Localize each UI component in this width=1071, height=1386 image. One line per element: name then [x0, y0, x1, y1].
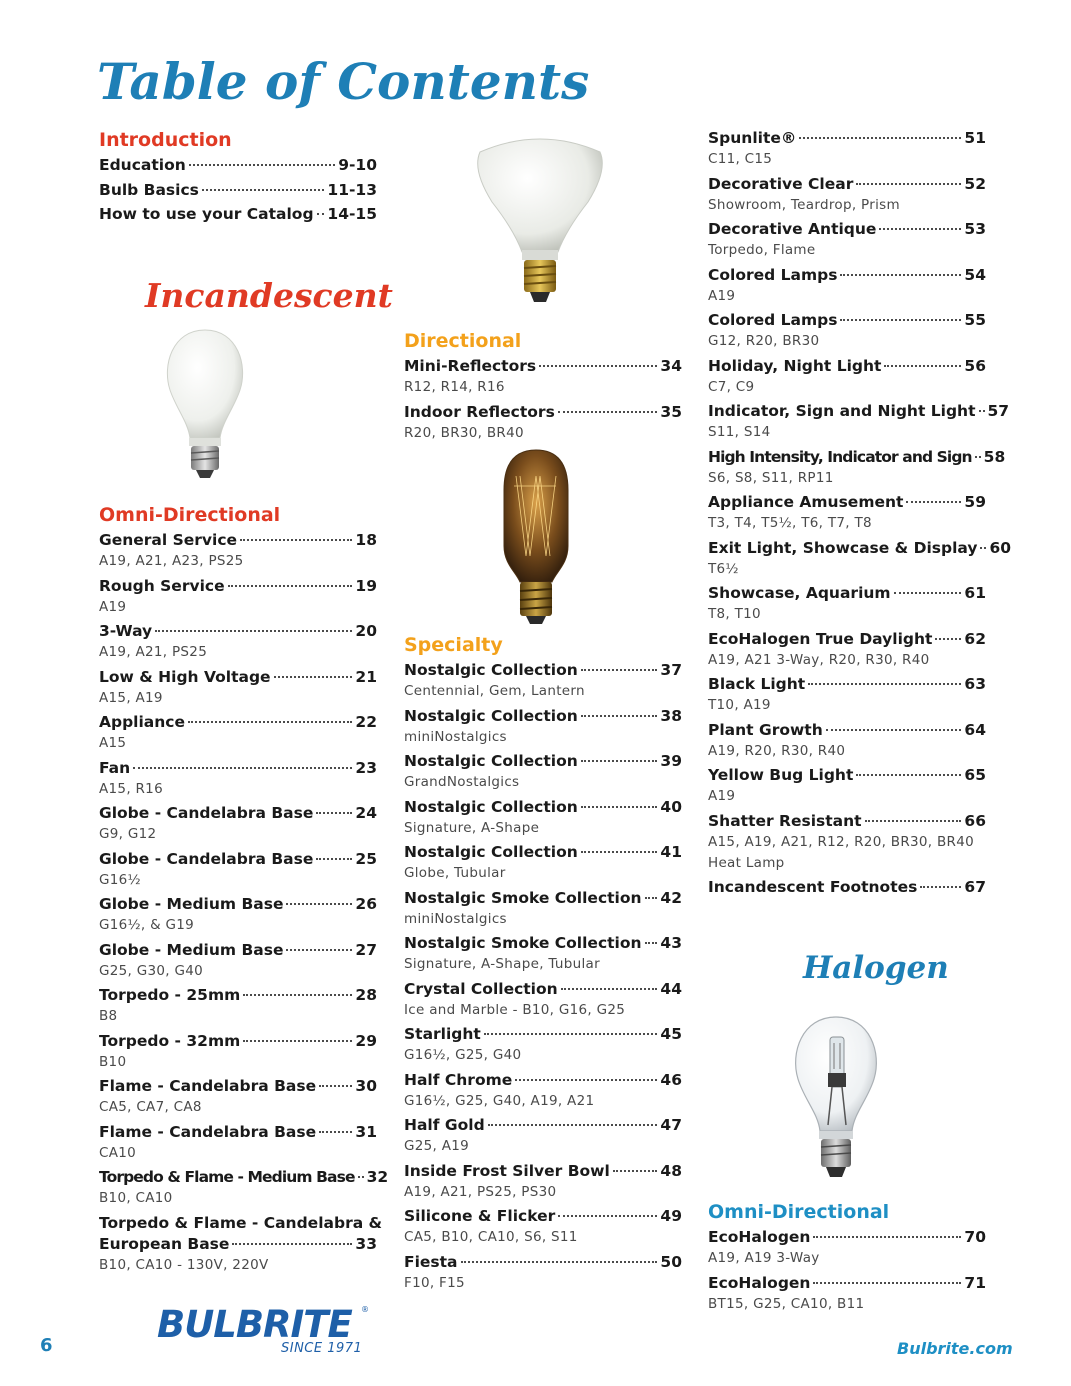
leader-dots	[813, 1282, 961, 1284]
entry-page: 30	[355, 1077, 377, 1095]
entry-page: 11-13	[327, 181, 377, 199]
entry-title: Globe - Medium Base	[99, 940, 284, 959]
entry-title: Shatter Resistant	[708, 811, 862, 830]
leader-dots	[317, 213, 325, 215]
halogen-bulb-icon	[788, 1013, 884, 1185]
entry-page: 14-15	[327, 205, 377, 223]
leader-dots	[980, 547, 986, 549]
entry-subtitle: B10, CA10	[99, 1190, 173, 1206]
entry-subtitle: miniNostalgics	[404, 728, 507, 745]
toc-entry[interactable]	[708, 1274, 986, 1316]
leader-dots	[240, 539, 352, 541]
toc-entry[interactable]	[708, 1228, 986, 1270]
leader-dots	[884, 365, 961, 367]
entry-subtitle: Signature, A-Shape	[404, 819, 540, 836]
entry-page: 27	[355, 940, 377, 959]
entry-page: 60	[989, 538, 1012, 557]
entry-subtitle: A15	[99, 735, 127, 751]
toc-entry[interactable]	[708, 357, 986, 399]
leader-dots	[188, 721, 352, 723]
entry-title: Low & High Voltage	[99, 667, 271, 686]
entry-subtitle: G9, G12	[99, 826, 157, 842]
leader-dots	[461, 1261, 658, 1263]
entry-page: 66	[964, 811, 986, 830]
entry-title: Appliance Amusement	[708, 493, 904, 511]
entry-page: 45	[660, 1025, 682, 1043]
leader-dots	[813, 1236, 961, 1238]
entry-title: Showcase, Aquarium	[708, 584, 891, 602]
section-heading-specialty: Specialty	[404, 634, 503, 656]
entry-page: 21	[355, 667, 377, 686]
leader-dots	[799, 137, 961, 139]
entry-page: 31	[355, 1122, 377, 1141]
entry-subtitle: CA5, B10, CA10, S6, S11	[404, 1229, 578, 1245]
entry-subtitle: T3, T4, T5½, T6, T7, T8	[708, 515, 872, 531]
halogen-heading: Halogen	[803, 950, 949, 986]
leader-dots	[155, 630, 352, 632]
toc-entry[interactable]	[404, 1116, 682, 1158]
entry-page: 65	[964, 766, 986, 784]
toc-entry[interactable]	[708, 493, 986, 535]
toc-entry[interactable]	[708, 878, 986, 899]
entry-subtitle: Ice and Marble - B10, G16, G25	[404, 1001, 626, 1018]
toc-entry[interactable]	[99, 941, 377, 983]
entry-title: Inside Frost Silver Bowl	[404, 1161, 610, 1180]
toc-entry[interactable]	[404, 1162, 682, 1204]
leader-dots	[515, 1079, 657, 1081]
leader-dots	[840, 319, 961, 321]
entry-subtitle: T6½	[708, 560, 739, 577]
entry-title: Globe - Candelabra Base	[99, 804, 314, 822]
entry-page: 53	[964, 220, 986, 238]
section-heading-halogen-omni-directional: Omni-Directional	[708, 1201, 890, 1223]
entry-subtitle: A19, R20, R30, R40	[708, 742, 846, 759]
entry-subtitle: B8	[99, 1008, 118, 1024]
entry-page: 28	[355, 986, 377, 1004]
toc-entry[interactable]	[99, 804, 377, 846]
entry-title: Fan	[99, 758, 131, 777]
entry-title: Holiday, Night Light	[708, 356, 882, 375]
toc-entry[interactable]	[404, 752, 682, 794]
entry-title: Bulb Basics	[99, 181, 199, 199]
entry-page: 29	[355, 1031, 377, 1050]
leader-dots	[558, 1215, 657, 1217]
entry-subtitle: B10, CA10 - 130V, 220V	[99, 1256, 269, 1273]
entry-subtitle: B10	[99, 1053, 127, 1070]
toc-entry[interactable]	[99, 577, 377, 619]
entry-title: Decorative Clear	[708, 174, 854, 193]
entry-title: Colored Lamps	[708, 311, 838, 329]
toc-entry[interactable]	[708, 812, 986, 875]
entry-page: 55	[964, 311, 986, 329]
leader-dots	[286, 903, 352, 905]
entry-title: Black Light	[708, 675, 806, 693]
entry-title: Nostalgic Smoke Collection	[404, 888, 642, 907]
entry-title: Nostalgic Smoke Collection	[404, 934, 642, 952]
entry-subtitle: A19, A21 3-Way, R20, R30, R40	[708, 651, 930, 668]
leader-dots	[484, 1033, 658, 1035]
entry-subtitle: S6, S8, S11, RP11	[708, 469, 834, 486]
toc-entry[interactable]	[404, 1253, 682, 1295]
entry-title: Torpedo - 32mm	[99, 1031, 241, 1050]
entry-subtitle: G12, R20, BR30	[708, 333, 820, 349]
entry-title: Colored Lamps	[708, 265, 838, 284]
page-number: 6	[40, 1335, 53, 1356]
entry-subtitle: R20, BR30, BR40	[404, 424, 524, 441]
toc-entry[interactable]	[99, 1032, 377, 1074]
entry-title: Exit Light, Showcase & Display	[708, 538, 978, 557]
toc-entry[interactable]	[99, 759, 377, 801]
entry-subtitle: T8, T10	[708, 606, 761, 622]
toc-entry[interactable]	[404, 661, 682, 703]
entry-page: 18	[355, 531, 377, 549]
entry-subtitle: Centennial, Gem, Lantern	[404, 683, 585, 699]
entry-subtitle: A15, A19	[99, 689, 163, 706]
entry-title: Fiesta	[404, 1252, 458, 1271]
entry-title-line1: Torpedo & Flame - Candelabra &	[99, 1213, 383, 1232]
leader-dots	[856, 183, 961, 185]
entry-subtitle: A19, A21, PS25, PS30	[404, 1183, 557, 1200]
entry-page: 37	[660, 661, 682, 679]
leader-dots	[645, 942, 658, 944]
entry-title: Starlight	[404, 1025, 481, 1043]
entry-subtitle: miniNostalgics	[404, 910, 507, 927]
leader-dots	[243, 994, 352, 996]
entry-title: EcoHalogen	[708, 1273, 811, 1292]
entry-page: 19	[355, 576, 377, 595]
entry-title: How to use your Catalog	[99, 205, 314, 223]
leader-dots	[808, 683, 961, 685]
toc-entry[interactable]	[404, 707, 682, 749]
leader-dots	[865, 820, 962, 822]
toc-entry[interactable]	[99, 895, 377, 937]
entry-title: Nostalgic Collection	[404, 706, 578, 725]
entry-page: 23	[355, 758, 377, 777]
entry-page: 38	[660, 706, 682, 725]
toc-entry[interactable]	[708, 538, 1012, 581]
entry-subtitle: CA5, CA7, CA8	[99, 1099, 202, 1115]
leader-dots	[561, 988, 658, 990]
entry-title: Nostalgic Collection	[404, 752, 578, 770]
leader-dots	[840, 274, 961, 276]
entry-title: 3-Way	[99, 622, 153, 640]
entry-page: 22	[355, 713, 377, 731]
leader-dots	[581, 715, 658, 717]
entry-page: 46	[660, 1070, 682, 1089]
entry-title: Yellow Bug Light	[708, 766, 854, 784]
entry-subtitle: R12, R14, R16	[404, 379, 505, 395]
entry-subtitle: Heat Lamp	[708, 854, 785, 871]
logo-registered-mark: ®	[361, 1305, 369, 1314]
toc-entry[interactable]	[99, 668, 377, 710]
entry-page: 32	[366, 1168, 389, 1186]
leader-dots	[133, 767, 352, 769]
entry-page: 59	[964, 493, 986, 511]
toc-entry[interactable]	[708, 402, 1010, 444]
leader-dots	[856, 774, 961, 776]
toc-entry[interactable]	[99, 1213, 383, 1277]
entry-subtitle: A19, A21, A23, PS25	[99, 553, 244, 569]
toc-entry[interactable]	[708, 220, 986, 262]
entry-page: 61	[964, 584, 986, 602]
section-heading-omni-directional: Omni-Directional	[99, 504, 281, 526]
leader-dots	[286, 949, 352, 951]
entry-page: 71	[964, 1273, 986, 1292]
entry-subtitle: A15, R16	[99, 780, 163, 797]
bulbrite-logo	[157, 1303, 369, 1359]
entry-title: Mini-Reflectors	[404, 357, 537, 375]
toc-entry[interactable]	[404, 1071, 682, 1113]
entry-title: Nostalgic Collection	[404, 661, 578, 679]
toc-entry[interactable]	[99, 156, 377, 177]
entry-subtitle: G16½, & G19	[99, 917, 195, 933]
toc-entry[interactable]	[708, 447, 1006, 490]
entry-page: 62	[964, 629, 986, 648]
entry-page: 54	[964, 265, 986, 284]
toc-entry[interactable]	[99, 1077, 377, 1119]
entry-subtitle: Signature, A-Shape, Tubular	[404, 956, 600, 972]
website-link[interactable]: Bulbrite.com	[897, 1339, 1013, 1358]
entry-title: Torpedo & Flame - Medium Base	[99, 1168, 355, 1186]
entry-title: Torpedo - 25mm	[99, 986, 241, 1004]
leader-dots	[243, 1040, 352, 1042]
section-heading-introduction: Introduction	[99, 129, 232, 151]
leader-dots	[316, 812, 352, 814]
entry-subtitle: Torpedo, Flame	[708, 242, 816, 258]
nostalgic-filament-bulb-icon	[498, 446, 574, 626]
entry-subtitle: F10, F15	[404, 1274, 465, 1291]
entry-subtitle: A19	[708, 788, 736, 804]
entry-title: Globe - Candelabra Base	[99, 849, 314, 868]
toc-entry[interactable]	[99, 1168, 389, 1210]
entry-subtitle: S11, S14	[708, 424, 771, 440]
toc-entry[interactable]	[99, 986, 377, 1028]
toc-entry[interactable]	[708, 584, 986, 626]
entry-page: 64	[964, 720, 986, 739]
leader-dots	[826, 729, 962, 731]
entry-subtitle: A15, A19, A21, R12, R20, BR30, BR40	[708, 833, 974, 850]
page-title: Table of Contents	[97, 52, 590, 111]
entry-title: Spunlite®	[708, 129, 797, 147]
entry-page: 51	[964, 129, 986, 147]
leader-dots	[189, 164, 335, 166]
toc-entry[interactable]	[99, 531, 377, 573]
toc-entry[interactable]	[404, 798, 682, 840]
a19-bulb-icon	[160, 326, 250, 486]
entry-page: 39	[660, 752, 682, 770]
incandescent-heading: Incandescent	[145, 276, 393, 315]
reflector-bulb-icon	[470, 130, 610, 308]
entry-title: Education	[99, 156, 186, 174]
leader-dots	[319, 1131, 352, 1133]
leader-dots	[358, 1176, 364, 1178]
entry-subtitle: A19, A21, PS25	[99, 644, 208, 660]
leader-dots	[975, 456, 981, 458]
entry-title: Flame - Candelabra Base	[99, 1077, 317, 1095]
entry-subtitle: G25, A19	[404, 1138, 470, 1154]
entry-page: 56	[964, 356, 986, 375]
toc-entry[interactable]	[404, 889, 682, 931]
leader-dots	[645, 897, 658, 899]
entry-page: 52	[964, 174, 986, 193]
entry-page: 44	[660, 979, 682, 998]
entry-page: 48	[660, 1161, 682, 1180]
entry-title: EcoHalogen	[708, 1228, 811, 1246]
entry-title: Globe - Medium Base	[99, 895, 284, 913]
entry-title: General Service	[99, 531, 238, 549]
toc-entry[interactable]	[708, 630, 986, 672]
entry-title: Appliance	[99, 713, 186, 731]
entry-page: 40	[660, 797, 682, 816]
entry-title: Nostalgic Collection	[404, 797, 578, 816]
leader-dots	[920, 886, 961, 888]
entry-page: 33	[355, 1234, 377, 1253]
entry-page: 47	[660, 1116, 682, 1134]
leader-dots	[879, 228, 961, 230]
leader-dots	[316, 858, 352, 860]
toc-entry[interactable]	[404, 934, 682, 976]
leader-dots	[488, 1124, 658, 1126]
logo-since: SINCE 1971	[281, 1341, 363, 1356]
entry-subtitle: Globe, Tubular	[404, 865, 506, 881]
entry-page: 43	[660, 934, 682, 952]
entry-title: Rough Service	[99, 576, 225, 595]
toc-entry[interactable]	[99, 622, 377, 664]
toc-entry[interactable]	[708, 129, 986, 171]
leader-dots	[894, 592, 962, 594]
leader-dots	[581, 760, 658, 762]
leader-dots	[232, 1243, 352, 1245]
entry-title: European Base	[99, 1234, 230, 1253]
entry-page: 34	[660, 357, 682, 375]
entry-title: Crystal Collection	[404, 979, 558, 998]
entry-subtitle: GrandNostalgics	[404, 774, 520, 790]
leader-dots	[228, 585, 353, 587]
entry-subtitle: Showroom, Teardrop, Prism	[708, 196, 900, 213]
leader-dots	[581, 669, 658, 671]
entry-title: Incandescent Footnotes	[708, 878, 918, 896]
toc-entry[interactable]	[708, 175, 986, 217]
toc-entry[interactable]	[404, 1207, 682, 1249]
toc-entry[interactable]	[708, 766, 986, 808]
entry-page: 50	[660, 1252, 682, 1271]
entry-title: EcoHalogen True Daylight	[708, 629, 933, 648]
entry-page: 57	[987, 402, 1010, 420]
toc-entry[interactable]	[99, 181, 377, 202]
entry-title: Half Chrome	[404, 1070, 513, 1089]
entry-title: Silicone & Flicker	[404, 1207, 556, 1225]
leader-dots	[558, 411, 658, 413]
leader-dots	[613, 1170, 658, 1172]
toc-entry[interactable]	[404, 403, 682, 445]
logo-wordmark: BULBRITE	[157, 1303, 352, 1346]
entry-subtitle: A19	[99, 598, 127, 615]
entry-subtitle: T10, A19	[708, 697, 771, 713]
leader-dots	[539, 365, 657, 367]
entry-title: Indicator, Sign and Night Light	[708, 402, 976, 420]
toc-entry[interactable]	[404, 1025, 682, 1067]
toc-entry[interactable]	[404, 980, 682, 1022]
leader-dots	[906, 501, 961, 503]
toc-entry[interactable]	[99, 850, 377, 892]
entry-page: 25	[355, 849, 377, 868]
entry-subtitle: G16½	[99, 871, 141, 888]
entry-page: 20	[355, 622, 377, 640]
entry-title: Decorative Antique	[708, 220, 877, 238]
entry-title: Plant Growth	[708, 720, 823, 739]
entry-subtitle: BT15, G25, CA10, B11	[708, 1295, 865, 1312]
leader-dots	[274, 676, 353, 678]
leader-dots	[581, 851, 658, 853]
leader-dots	[319, 1085, 352, 1087]
toc-entry[interactable]	[708, 675, 986, 717]
leader-dots	[202, 189, 325, 191]
entry-page: 41	[660, 843, 682, 861]
toc-entry[interactable]	[708, 311, 986, 353]
entry-page: 42	[660, 888, 682, 907]
entry-page: 70	[964, 1228, 986, 1246]
leader-dots	[979, 410, 985, 412]
entry-title: Half Gold	[404, 1116, 485, 1134]
entry-subtitle: G16½, G25, G40, A19, A21	[404, 1092, 595, 1109]
section-heading-directional: Directional	[404, 330, 522, 352]
entry-title: Nostalgic Collection	[404, 843, 578, 861]
entry-subtitle: C7, C9	[708, 378, 755, 395]
entry-subtitle: G16½, G25, G40	[404, 1047, 522, 1063]
toc-entry[interactable]	[708, 721, 986, 763]
entry-page: 67	[964, 878, 986, 896]
entry-page: 24	[355, 804, 377, 822]
entry-title: Flame - Candelabra Base	[99, 1122, 317, 1141]
toc-entry[interactable]	[404, 357, 682, 399]
entry-title: High Intensity, Indicator and Sign	[708, 447, 972, 466]
entry-subtitle: A19	[708, 287, 736, 304]
entry-title: Indoor Reflectors	[404, 402, 555, 421]
entry-page: 49	[660, 1207, 682, 1225]
toc-entry[interactable]	[99, 1123, 377, 1165]
entry-subtitle: G25, G30, G40	[99, 962, 203, 979]
entry-page: 63	[964, 675, 986, 693]
entry-subtitle: C11, C15	[708, 151, 773, 167]
toc-entry[interactable]	[404, 843, 682, 885]
toc-column-1	[99, 0, 389, 1300]
entry-page: 26	[355, 895, 377, 913]
toc-entry[interactable]	[708, 266, 986, 308]
entry-page: 9-10	[338, 156, 377, 174]
entry-subtitle: CA10	[99, 1144, 137, 1161]
toc-entry[interactable]	[99, 713, 377, 755]
toc-entry[interactable]	[99, 205, 377, 226]
leader-dots	[935, 638, 961, 640]
entry-subtitle: A19, A19 3-Way	[708, 1250, 820, 1266]
entry-page: 58	[983, 447, 1006, 466]
leader-dots	[581, 806, 658, 808]
entry-page: 35	[660, 402, 682, 421]
